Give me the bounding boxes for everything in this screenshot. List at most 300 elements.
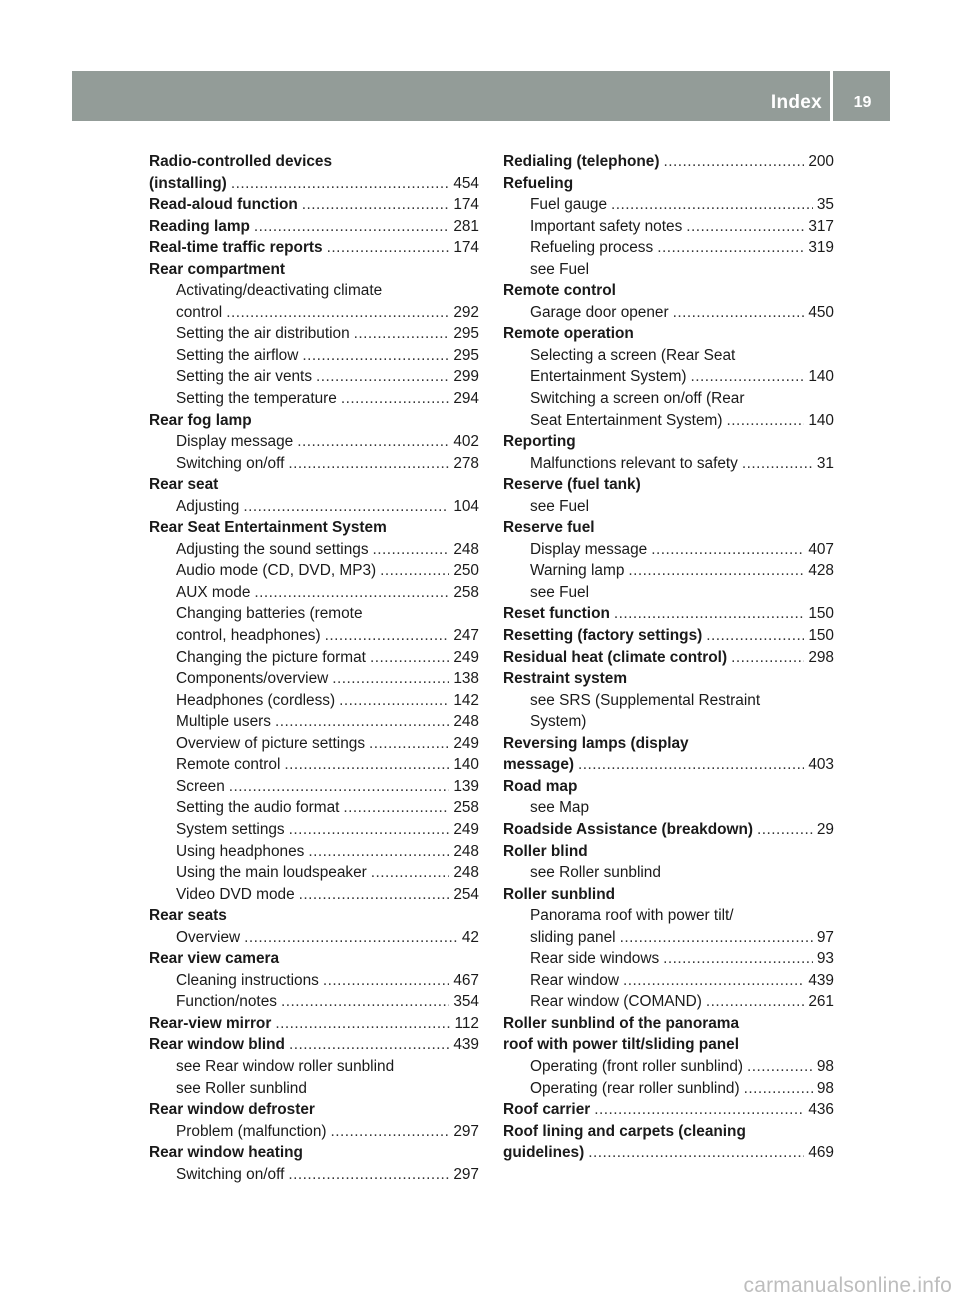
index-subterm: Rear window (COMAND) <box>530 993 702 1011</box>
index-entry <box>149 474 479 496</box>
index-subterm: see Roller sunblind <box>176 1079 307 1097</box>
dot-leader <box>706 991 804 1013</box>
index-term: Roller sunblind of the panorama <box>503 1014 740 1032</box>
index-entry <box>503 797 834 819</box>
dot-leader <box>354 323 450 345</box>
index-subterm: Audio mode (CD, DVD, MP3) <box>176 562 377 580</box>
index-column-left <box>149 151 479 1185</box>
dot-leader <box>254 582 449 604</box>
index-subterm: Overview of picture settings <box>176 734 366 752</box>
page-reference[interactable]: 403 <box>808 756 834 774</box>
index-entry <box>503 216 834 238</box>
index-subterm: see Fuel <box>530 260 590 278</box>
index-entry <box>149 280 479 302</box>
dot-leader <box>254 216 449 238</box>
index-subterm: Using headphones <box>176 842 305 860</box>
index-entry <box>503 991 834 1013</box>
index-subterm: Switching on/off <box>176 454 285 472</box>
page-header-bar <box>72 71 890 121</box>
index-entry <box>149 884 479 906</box>
page-reference[interactable]: 278 <box>453 454 479 472</box>
index-term: Rear Seat Entertainment System <box>149 519 387 537</box>
index-subterm: Changing the picture format <box>176 648 366 666</box>
header-divider <box>830 71 833 121</box>
index-entry <box>503 280 834 302</box>
page-reference[interactable]: 317 <box>808 217 834 235</box>
page-reference[interactable]: 250 <box>453 562 479 580</box>
index-entry <box>149 1056 479 1078</box>
index-entry <box>503 410 834 432</box>
dot-leader <box>226 302 449 324</box>
index-entry <box>503 1121 834 1143</box>
index-subterm: see Fuel <box>530 497 590 515</box>
index-entry <box>149 991 479 1013</box>
index-subterm: Rear window <box>530 971 619 989</box>
dot-leader <box>594 1099 804 1121</box>
page-reference[interactable]: 248 <box>453 864 479 882</box>
index-entry <box>149 194 479 216</box>
index-subterm: Video DVD mode <box>176 885 295 903</box>
index-entry <box>503 474 834 496</box>
index-term: Roof lining and carpets (cleaning <box>503 1122 746 1140</box>
index-entry <box>503 517 834 539</box>
dot-leader <box>691 366 805 388</box>
dot-leader <box>302 194 450 216</box>
dot-leader <box>742 453 813 475</box>
page-reference[interactable]: 248 <box>453 842 479 860</box>
index-entry <box>149 711 479 733</box>
dot-leader <box>380 560 449 582</box>
index-entry <box>503 733 834 755</box>
index-term: message) <box>503 756 575 774</box>
index-entry <box>503 819 834 841</box>
index-entry <box>149 560 479 582</box>
index-entry <box>149 797 479 819</box>
index-term: Roof carrier <box>503 1101 591 1119</box>
page-reference[interactable]: 112 <box>454 1014 479 1032</box>
dot-leader <box>663 151 804 173</box>
page-reference[interactable]: 450 <box>808 303 834 321</box>
dot-leader <box>726 410 804 432</box>
index-entry <box>149 345 479 367</box>
index-subterm: Setting the audio format <box>176 799 340 817</box>
dot-leader <box>673 302 805 324</box>
index-subterm: Setting the air vents <box>176 368 313 386</box>
dot-leader <box>299 884 450 906</box>
index-entry <box>149 410 479 432</box>
index-entry <box>149 216 479 238</box>
dot-leader <box>369 733 449 755</box>
index-term: Restraint system <box>503 670 628 688</box>
index-subterm: Operating (rear roller sunblind) <box>530 1079 740 1097</box>
index-subterm: Entertainment System) <box>530 368 687 386</box>
index-entry <box>503 1099 834 1121</box>
index-entry <box>503 1078 834 1100</box>
dot-leader <box>657 237 804 259</box>
index-entry <box>149 647 479 669</box>
index-subterm: see Map <box>530 799 590 817</box>
page-reference[interactable]: 294 <box>453 390 479 408</box>
index-subterm: Setting the airflow <box>176 346 299 364</box>
page-reference[interactable]: 35 <box>816 196 834 214</box>
page-reference[interactable]: 174 <box>453 196 479 214</box>
page-reference[interactable]: 249 <box>453 648 479 666</box>
index-entry <box>503 711 834 733</box>
page-reference[interactable]: 247 <box>453 627 479 645</box>
index-entry <box>503 1142 834 1164</box>
index-entry <box>149 754 479 776</box>
dot-leader <box>343 797 449 819</box>
index-subterm: Selecting a screen (Rear Seat <box>530 346 736 364</box>
page-reference[interactable]: 298 <box>808 648 834 666</box>
index-entry <box>149 517 479 539</box>
dot-leader <box>281 991 449 1013</box>
index-term: Rear seats <box>149 907 227 925</box>
dot-leader <box>275 711 449 733</box>
index-subterm: System settings <box>176 820 285 838</box>
dot-leader <box>757 819 813 841</box>
dot-leader <box>339 690 449 712</box>
index-entry <box>503 194 834 216</box>
index-term: Roadside Assistance (breakdown) <box>503 820 754 838</box>
page-reference[interactable]: 98 <box>816 1057 834 1075</box>
index-entry <box>503 841 834 863</box>
index-term: Residual heat (climate control) <box>503 648 728 666</box>
index-entry <box>149 603 479 625</box>
index-subterm: Using the main loudspeaker <box>176 864 367 882</box>
index-entry <box>503 776 834 798</box>
index-term: Redialing (telephone) <box>503 153 660 170</box>
index-subterm: Adjusting <box>176 497 240 515</box>
index-subterm: Display message <box>530 540 648 558</box>
dot-leader <box>686 216 804 238</box>
dot-leader <box>325 625 450 647</box>
page-reference[interactable]: 469 <box>808 1144 834 1162</box>
index-entry <box>149 927 479 949</box>
index-subterm: Screen <box>176 777 225 795</box>
page-reference[interactable]: 97 <box>816 928 834 946</box>
index-entry <box>503 905 834 927</box>
page-reference[interactable]: 439 <box>808 971 834 989</box>
dot-leader <box>302 345 449 367</box>
page-reference[interactable]: 407 <box>808 540 834 558</box>
index-term: Rear compartment <box>149 260 285 278</box>
dot-leader <box>284 754 449 776</box>
page-reference[interactable]: 454 <box>453 174 479 192</box>
index-entry <box>503 754 834 776</box>
page-reference[interactable]: 140 <box>808 368 834 386</box>
page-reference[interactable]: 248 <box>453 540 479 558</box>
index-entry <box>503 388 834 410</box>
index-term: Remote operation <box>503 325 634 343</box>
dot-leader <box>316 366 449 388</box>
dot-leader <box>663 948 813 970</box>
index-term: Rear window defroster <box>149 1101 315 1119</box>
index-subterm: Multiple users <box>176 713 271 731</box>
dot-leader <box>744 1078 813 1100</box>
index-entry <box>149 1099 479 1121</box>
index-subterm: control, headphones) <box>176 627 321 645</box>
dot-leader <box>288 1164 449 1186</box>
index-subterm: AUX mode <box>176 583 251 601</box>
index-entry <box>503 625 834 647</box>
index-term: Rear view camera <box>149 950 280 968</box>
index-entry <box>149 776 479 798</box>
index-entry <box>149 1121 479 1143</box>
section-title: Index <box>770 92 822 113</box>
dot-leader <box>297 431 449 453</box>
index-subterm: Refueling process <box>530 239 654 257</box>
index-subterm: Components/overview <box>176 670 329 688</box>
index-term: Refueling <box>503 174 574 192</box>
index-entry <box>149 1034 479 1056</box>
index-column-right <box>503 151 834 1164</box>
dot-leader <box>229 776 450 798</box>
index-subterm: Seat Entertainment System) <box>530 411 723 429</box>
page-reference[interactable]: 249 <box>453 734 479 752</box>
index-subterm: Warning lamp <box>530 562 625 580</box>
page-reference[interactable]: 402 <box>453 433 479 451</box>
index-entry <box>149 905 479 927</box>
index-entry <box>503 323 834 345</box>
page-reference[interactable]: 249 <box>453 820 479 838</box>
dot-leader <box>578 754 804 776</box>
index-entry <box>149 431 479 453</box>
dot-leader <box>373 539 450 561</box>
index-entry <box>503 1034 834 1056</box>
page-reference[interactable]: 295 <box>453 325 479 343</box>
page-reference[interactable]: 42 <box>461 928 479 946</box>
index-entry <box>149 323 479 345</box>
index-subterm: Function/notes <box>176 993 277 1011</box>
dot-leader <box>370 647 449 669</box>
index-entry <box>503 1013 834 1035</box>
index-term: Reserve fuel <box>503 519 595 537</box>
index-entry <box>503 927 834 949</box>
index-entry <box>149 496 479 518</box>
index-entry <box>149 690 479 712</box>
index-term: Rear-view mirror <box>149 1014 272 1032</box>
index-term: Reset function <box>503 605 610 623</box>
page-reference[interactable]: 254 <box>453 885 479 903</box>
page-reference[interactable]: 104 <box>453 497 479 515</box>
page-reference[interactable]: 319 <box>808 239 834 257</box>
page-reference[interactable]: 140 <box>808 411 834 429</box>
index-subterm: Setting the temperature <box>176 390 337 408</box>
page-reference[interactable]: 295 <box>453 346 479 364</box>
index-term: Reversing lamps (display <box>503 734 689 752</box>
index-subterm: Changing batteries (remote <box>176 605 363 623</box>
index-entry <box>149 625 479 647</box>
index-term: Roller blind <box>503 842 588 860</box>
dot-leader <box>614 603 804 625</box>
page-reference[interactable]: 150 <box>808 605 834 623</box>
index-entry <box>149 173 479 195</box>
index-entry <box>149 733 479 755</box>
page-reference[interactable]: 150 <box>808 627 834 645</box>
dot-leader <box>623 970 804 992</box>
index-entry <box>149 259 479 281</box>
index-entry <box>503 496 834 518</box>
index-term: Real-time traffic reports <box>149 239 323 257</box>
index-subterm: Headphones (cordless) <box>176 691 336 709</box>
dot-leader <box>288 453 449 475</box>
page-reference[interactable]: 439 <box>453 1036 479 1054</box>
page-reference[interactable]: 467 <box>453 971 479 989</box>
page-reference[interactable]: 428 <box>808 562 834 580</box>
index-subterm: Adjusting the sound settings <box>176 540 369 558</box>
index-entry <box>149 970 479 992</box>
index-subterm: Overview <box>176 928 241 946</box>
dot-leader <box>628 560 804 582</box>
index-entry <box>503 690 834 712</box>
index-subterm: Display message <box>176 433 294 451</box>
dot-leader <box>323 970 449 992</box>
index-entry <box>149 151 479 173</box>
index-entry <box>503 302 834 324</box>
index-entry <box>149 1013 479 1035</box>
page-reference[interactable]: 174 <box>453 239 479 257</box>
index-subterm: System) <box>530 713 587 731</box>
index-entry <box>503 345 834 367</box>
index-entry <box>149 819 479 841</box>
dot-leader <box>244 927 458 949</box>
index-entry <box>149 1142 479 1164</box>
index-entry <box>149 1078 479 1100</box>
index-term: Rear window heating <box>149 1144 303 1162</box>
index-term: roof with power tilt/sliding panel <box>503 1036 739 1054</box>
page-reference[interactable]: 436 <box>808 1101 834 1119</box>
index-entry <box>503 366 834 388</box>
index-subterm: see SRS (Supplemental Restraint <box>530 691 761 709</box>
index-entry <box>503 970 834 992</box>
index-term: Roller sunblind <box>503 885 616 903</box>
index-entry <box>503 862 834 884</box>
index-entry <box>503 173 834 195</box>
index-entry <box>503 539 834 561</box>
index-entry <box>149 1164 479 1186</box>
page-reference[interactable]: 299 <box>453 368 479 386</box>
index-entry <box>503 603 834 625</box>
index-subterm: Remote control <box>176 756 281 774</box>
page-number: 19 <box>853 94 872 111</box>
index-term: (installing) <box>149 174 227 192</box>
dot-leader <box>243 496 449 518</box>
dot-leader <box>308 841 449 863</box>
index-term: Reserve (fuel tank) <box>503 476 641 494</box>
page-reference[interactable]: 248 <box>453 713 479 731</box>
index-subterm: Important safety notes <box>530 217 683 235</box>
dot-leader <box>331 1121 450 1143</box>
index-term: Rear window blind <box>149 1036 285 1054</box>
index-entry <box>149 453 479 475</box>
index-subterm: Cleaning instructions <box>176 971 319 989</box>
index-entry <box>503 431 834 453</box>
index-entry <box>503 647 834 669</box>
page-reference[interactable]: 138 <box>453 670 479 688</box>
page-reference[interactable]: 281 <box>453 217 479 235</box>
index-entry <box>149 388 479 410</box>
index-subterm: Panorama roof with power tilt/ <box>530 907 734 925</box>
page-reference[interactable]: 98 <box>816 1079 834 1097</box>
page-reference[interactable]: 93 <box>816 950 834 968</box>
index-entry <box>503 884 834 906</box>
index-entry <box>503 560 834 582</box>
page-reference[interactable]: 297 <box>453 1165 479 1183</box>
index-entry <box>149 948 479 970</box>
watermark: carmanualsonline.info <box>743 1274 952 1297</box>
dot-leader <box>747 1056 813 1078</box>
index-entry <box>503 237 834 259</box>
index-entry <box>149 539 479 561</box>
index-subterm: Garage door opener <box>530 303 669 321</box>
dot-leader <box>611 194 813 216</box>
page-reference[interactable]: 261 <box>808 993 834 1011</box>
page-reference[interactable]: 29 <box>816 820 834 838</box>
page-reference[interactable]: 292 <box>453 303 479 321</box>
index-entry <box>503 948 834 970</box>
index-subterm: Malfunctions relevant to safety <box>530 454 738 472</box>
index-subterm: Rear side windows <box>530 950 660 968</box>
index-term: Resetting (factory settings) <box>503 627 703 645</box>
index-entry <box>503 1056 834 1078</box>
index-entry <box>149 366 479 388</box>
dot-leader <box>289 1034 449 1056</box>
page-reference[interactable]: 139 <box>453 777 479 795</box>
index-entry <box>149 841 479 863</box>
page-reference[interactable]: 142 <box>453 691 479 709</box>
index-term: Rear fog lamp <box>149 411 252 429</box>
index-subterm: Activating/deactivating climate <box>176 282 383 300</box>
dot-leader <box>231 173 450 195</box>
index-term: Road map <box>503 777 578 795</box>
index-entry <box>149 237 479 259</box>
index-entry <box>503 453 834 475</box>
dot-leader <box>651 539 804 561</box>
index-subterm: Switching a screen on/off (Rear <box>530 390 745 408</box>
index-entry <box>149 668 479 690</box>
dot-leader <box>588 1142 804 1164</box>
dot-leader <box>341 388 449 410</box>
page-reference[interactable]: 258 <box>453 799 479 817</box>
index-subterm: control <box>176 303 223 321</box>
index-entry <box>503 668 834 690</box>
dot-leader <box>275 1013 450 1035</box>
dot-leader <box>371 862 450 884</box>
index-entry <box>503 582 834 604</box>
page-reference[interactable]: 31 <box>816 454 834 472</box>
dot-leader <box>731 647 804 669</box>
index-term: Radio-controlled devices <box>149 153 333 170</box>
index-entry <box>149 862 479 884</box>
page-reference[interactable]: 297 <box>453 1122 479 1140</box>
index-entry <box>149 582 479 604</box>
index-subterm: see Fuel <box>530 583 590 601</box>
page-reference[interactable]: 140 <box>453 756 479 774</box>
page-reference[interactable]: 354 <box>453 993 479 1011</box>
index-subterm: see Roller sunblind <box>530 864 661 882</box>
dot-leader <box>620 927 813 949</box>
dot-leader <box>327 237 450 259</box>
index-entry <box>503 259 834 281</box>
page-reference[interactable]: 200 <box>808 153 834 170</box>
index-term: Remote control <box>503 282 616 300</box>
index-subterm: Problem (malfunction) <box>176 1122 327 1140</box>
index-term: guidelines) <box>503 1144 585 1162</box>
index-subterm: Fuel gauge <box>530 196 608 214</box>
page-reference[interactable]: 258 <box>453 583 479 601</box>
index-entry <box>503 151 834 173</box>
